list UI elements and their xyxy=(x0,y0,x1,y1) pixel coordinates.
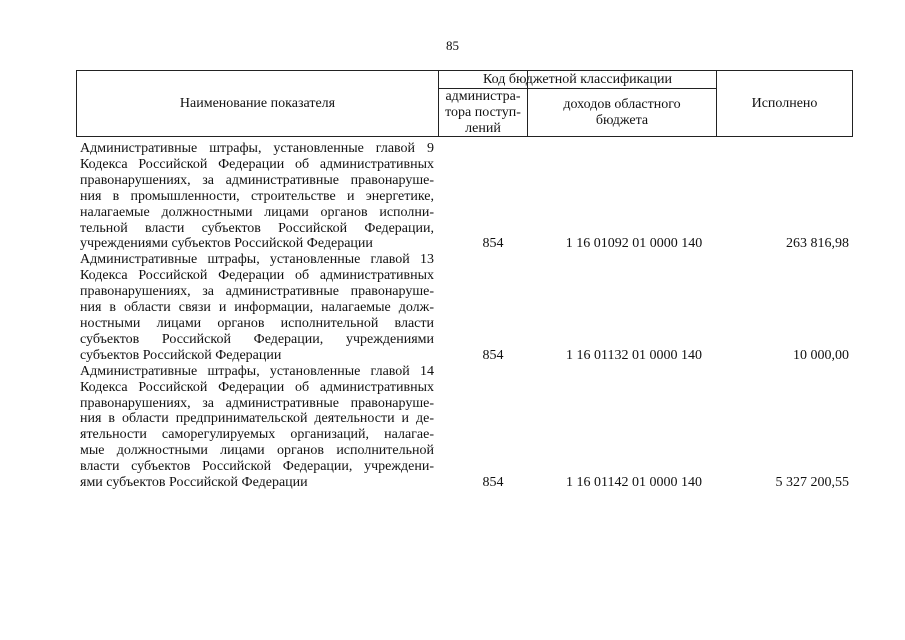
row-name-line: власти субъектов Российской Федерации, учреждени- xyxy=(80,459,434,475)
row-name-line: ния в области связи и информации, налагаемые долж- xyxy=(80,300,434,316)
header-col-admin-line: администра- xyxy=(445,88,521,104)
row-amount: 10 000,00 xyxy=(793,347,849,363)
header-col-income-line: бюджета xyxy=(595,112,649,128)
row-name-line: Кодекса Российской Федерации об административных xyxy=(80,156,434,172)
row-name-line: ния в промышленности, строительстве и энергетике, xyxy=(80,188,434,204)
row-name-line: Административные штрафы, установленные главой 13 xyxy=(80,252,434,268)
header-col-admin-line: тора поступ- xyxy=(445,104,521,120)
row-name-line: правонарушениях, за административные правонаруше- xyxy=(80,172,434,188)
row-name-line: правонарушениях, за административные правонаруше- xyxy=(80,395,434,411)
row-amount: 5 327 200,55 xyxy=(775,475,849,491)
header-col-income xyxy=(528,89,716,136)
header-col-name: Наименование показателя xyxy=(179,95,336,111)
row-name xyxy=(80,141,434,252)
row-name-line: субъектов Российской Федерации, учреждениями xyxy=(80,331,434,347)
row-amount: 263 816,98 xyxy=(786,236,849,252)
row-name-line: Административные штрафы, установленные главой 9 xyxy=(80,141,434,156)
page-number: 85 xyxy=(446,38,459,53)
table-row xyxy=(80,252,853,363)
row-admin-code: 854 xyxy=(482,475,504,491)
table-body xyxy=(80,141,853,491)
row-income-code: 1 16 01132 01 0000 140 xyxy=(566,347,702,363)
header-col-executed: Исполнено xyxy=(751,95,818,111)
row-name-line: Кодекса Российской Федерации об административных xyxy=(80,268,434,284)
header-group-budget-code: Код бюджетной классификации xyxy=(483,71,672,87)
table-row xyxy=(80,141,853,252)
row-name-line: ностными лицами органов исполнительной власти xyxy=(80,315,434,331)
header-col-admin-line: лений xyxy=(465,120,501,136)
row-name xyxy=(80,364,434,491)
row-name-line: налагаемые должностными лицами органов исполни- xyxy=(80,204,434,220)
row-name-line: мые должностными лицами органов исполнительной xyxy=(80,443,434,459)
row-income-code: 1 16 01142 01 0000 140 xyxy=(566,475,702,491)
row-name-line: ятельности саморегулируемых организаций, налагае- xyxy=(80,427,434,443)
row-name xyxy=(80,252,434,363)
row-name-line: учреждениями субъектов Российской Федерации xyxy=(80,236,373,252)
row-name-line: субъектов Российской Федерации xyxy=(80,347,282,363)
table-row xyxy=(80,364,853,491)
row-income-code: 1 16 01092 01 0000 140 xyxy=(565,236,703,252)
header-col-admin xyxy=(439,89,527,136)
row-name-line: правонарушениях, за административные правонаруше- xyxy=(80,284,434,300)
row-name-line: ния в области предпринимательской деятельности и де- xyxy=(80,411,434,427)
table-header xyxy=(76,70,853,137)
row-name-line: Административные штрафы, установленные главой 14 xyxy=(80,363,434,379)
row-name-line: Кодекса Российской Федерации об административных xyxy=(80,379,434,395)
row-name-line: тельной власти субъектов Российской Федерации, xyxy=(80,220,434,236)
header-col-income-line: доходов областного xyxy=(563,96,681,112)
row-admin-code: 854 xyxy=(482,236,504,252)
row-name-line: ями субъектов Российской Федерации xyxy=(80,475,308,491)
row-admin-code: 854 xyxy=(482,347,504,363)
